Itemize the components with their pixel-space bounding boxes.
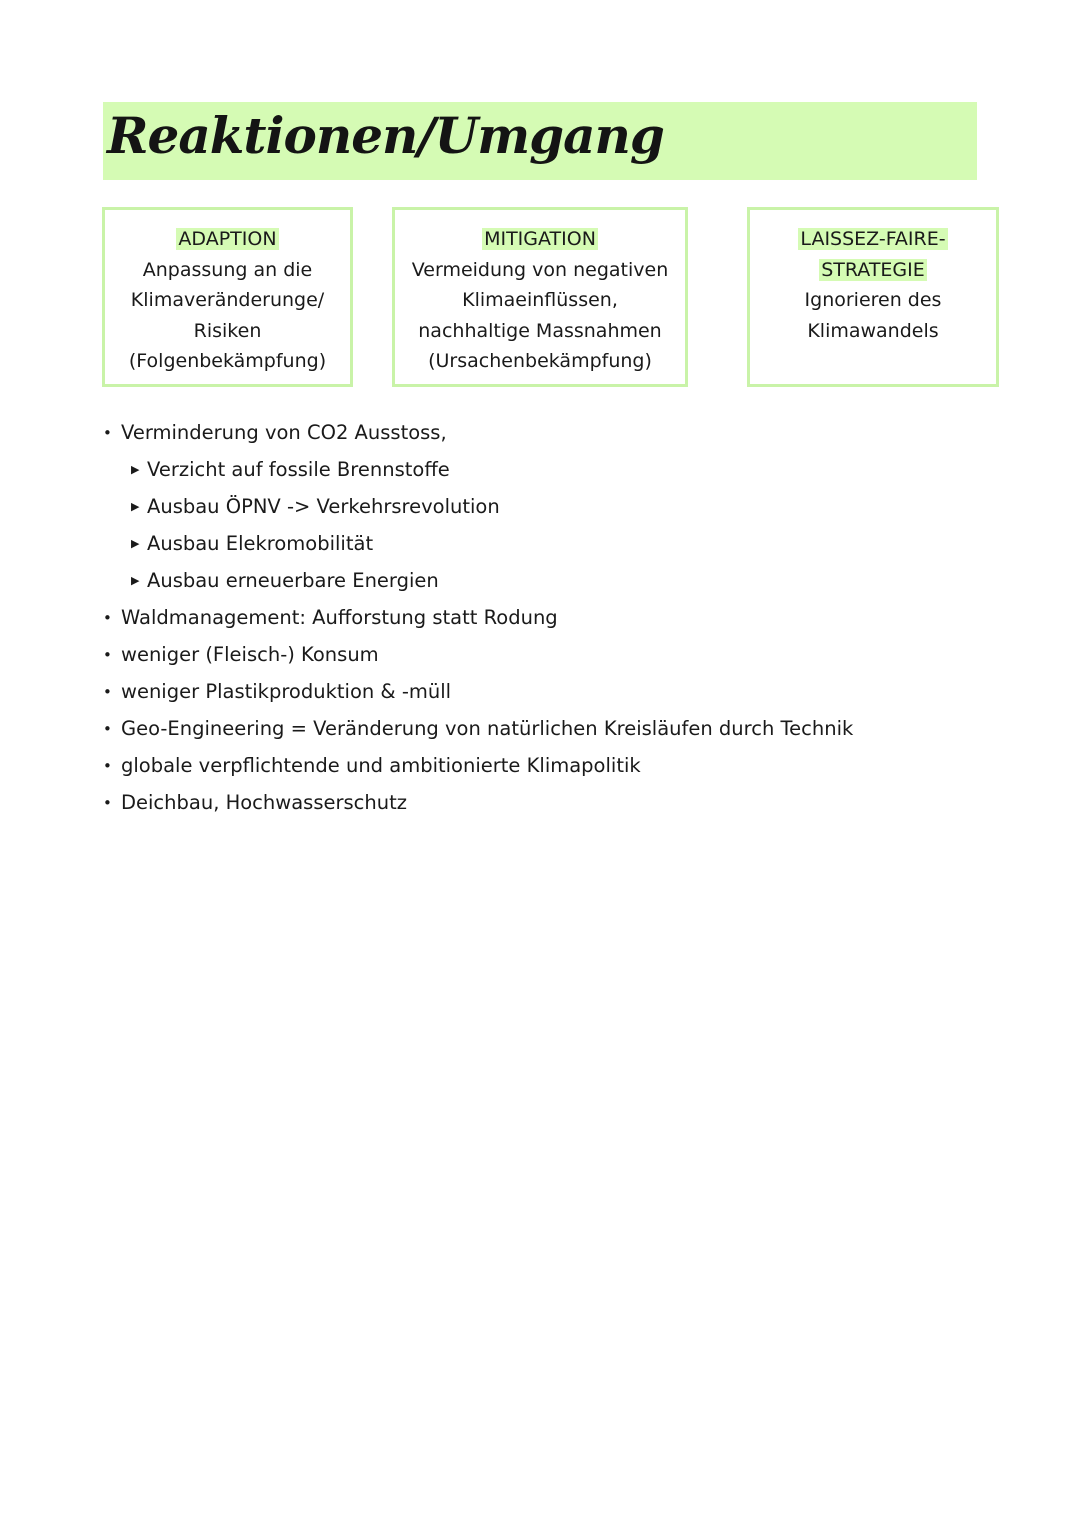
bullet-dot-icon: • [103,757,112,775]
box-mitigation-line: Klimaeinflüssen, [462,289,618,311]
box-laissez-faire-line: Ignorieren des [804,289,942,311]
box-laissez-faire [747,207,999,387]
box-mitigation-line: Vermeidung von negativen [411,258,669,281]
box-adaption-line: (Folgenbekämpfung) [128,350,327,372]
bullet-dot-icon: • [103,683,112,701]
triangle-bullet-icon: ▶ [131,537,140,550]
box-adaption-line: Anpassung an die [142,258,313,281]
box-laissez-faire-heading: STRATEGIE [821,258,925,281]
list-item: • Deichbau, Hochwasserschutz [121,788,407,818]
page-title: Reaktionen/Umgang [107,106,664,165]
box-mitigation-line: nachhaltige Massnahmen [418,319,662,342]
box-mitigation-line: (Ursachenbekämpfung) [428,350,652,372]
triangle-bullet-icon: ▶ [131,463,140,476]
bullet-dot-icon: • [103,646,112,664]
triangle-bullet-icon: ▶ [131,574,140,587]
sub-list-item: ▶ Ausbau ÖPNV -> Verkehrsrevolution [147,492,500,522]
sub-list-item: ▶ Ausbau erneuerbare Energien [147,566,439,596]
bullet-dot-icon: • [103,424,112,442]
sub-list-item: ▶ Verzicht auf fossile Brennstoffe [147,455,450,485]
box-adaption-line: Klimaveränderunge/ [130,289,325,311]
box-laissez-faire-heading: LAISSEZ-FAIRE- [800,228,946,250]
box-mitigation [392,207,688,387]
bullet-dot-icon: • [103,720,112,738]
sub-list-item: ▶ Ausbau Elekromobilität [147,529,373,559]
box-adaption [102,207,353,387]
list-item: • Waldmanagement: Aufforstung statt Rodung [121,603,558,633]
triangle-bullet-icon: ▶ [131,500,140,513]
box-mitigation-heading: MITIGATION [484,228,596,250]
list-item: • globale verpflichtende und ambitionierte Klimapolitik [121,751,641,781]
list-item: • Verminderung von CO2 Ausstoss, [121,418,447,448]
title-banner [103,102,977,180]
box-laissez-faire-line: Klimawandels [807,319,939,342]
box-adaption-heading: ADAPTION [178,228,277,250]
list-item: • weniger Plastikproduktion & -müll [121,677,451,707]
bullet-dot-icon: • [103,609,112,627]
box-adaption-line: Risiken [193,319,262,342]
list-item: • Geo-Engineering = Veränderung von natürlichen Kreisläufen durch Technik [121,714,853,744]
list-item: • weniger (Fleisch-) Konsum [121,640,379,670]
bullet-dot-icon: • [103,794,112,812]
